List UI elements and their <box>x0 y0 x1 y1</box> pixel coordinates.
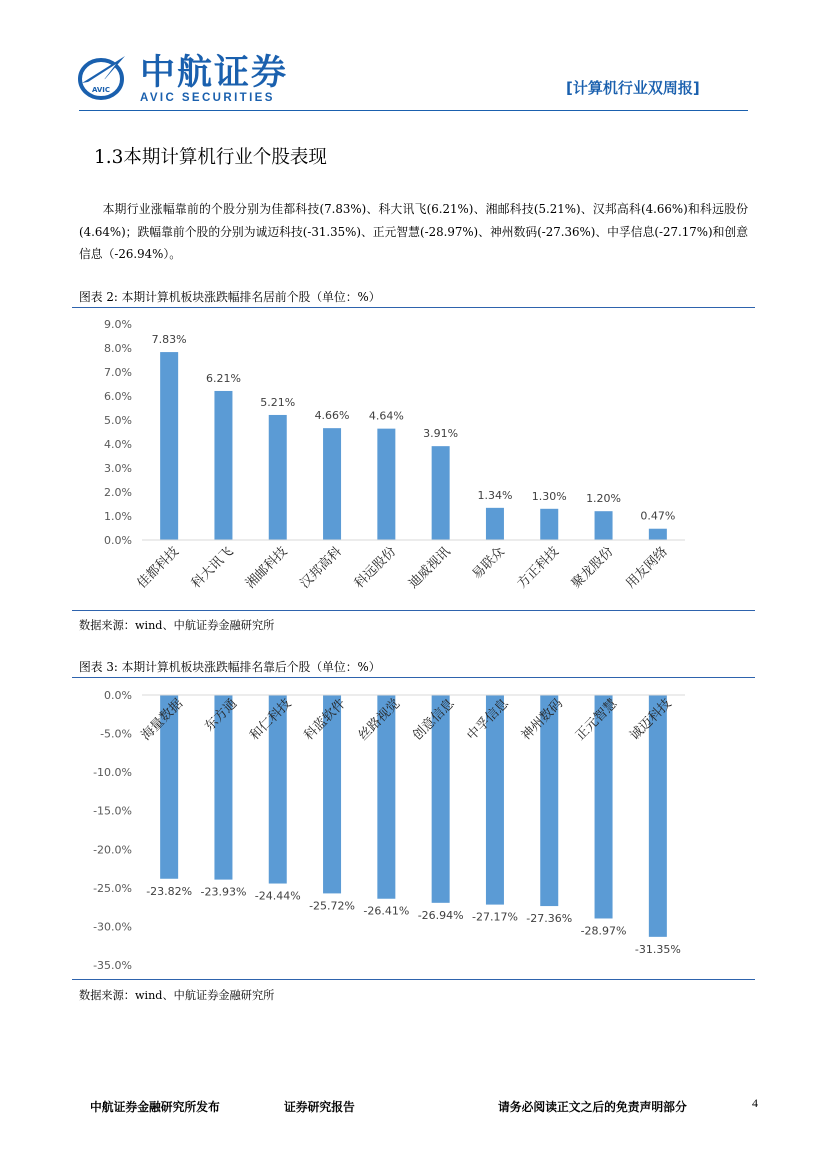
top-chart-y-tick-label: 3.0% <box>104 462 132 475</box>
bottom-chart-data-label: -23.93% <box>200 885 247 899</box>
bottom-chart-category-label: 海量数据 <box>138 696 186 744</box>
top-chart-bar-9 <box>595 511 613 540</box>
brand-name-cn: 中航证券 <box>140 53 289 93</box>
chart-top-caption: 图表 2: 本期计算机板块涨跌幅排名居前个股（单位：%） <box>79 290 381 304</box>
chart-top-source: 数据来源：wind、中航证券金融研究所 <box>79 619 275 632</box>
chart-bottom-rule-bottom <box>72 979 755 980</box>
footer-publisher: 中航证券金融研究所发布 <box>90 1100 220 1114</box>
bottom-chart-category-label: 正元智慧 <box>572 696 621 744</box>
top-chart-bar-1 <box>160 352 178 540</box>
top-chart-category-label: 湘邮科技 <box>243 544 291 592</box>
top-chart-data-label: 0.47% <box>640 509 676 523</box>
chart-bottom-source: 数据来源：wind、中航证券金融研究所 <box>79 989 275 1002</box>
top-chart-data-label: 5.21% <box>260 395 296 409</box>
bottom-chart-data-label: -28.97% <box>580 924 627 938</box>
bottom-chart-data-label: -26.94% <box>417 908 464 922</box>
bottom-chart-category-label: 神州数码 <box>518 696 567 744</box>
bottom-chart-data-label: -31.35% <box>634 942 681 956</box>
top-chart-data-label: 1.20% <box>586 492 622 506</box>
bottom-chart-data-label: -23.82% <box>146 884 193 898</box>
top-chart-bar-8 <box>540 509 558 540</box>
footer-report-type: 证券研究报告 <box>284 1100 355 1114</box>
top-chart-data-label: 1.34% <box>477 488 513 502</box>
section-title: 1.3本期计算机行业个股表现 <box>94 147 327 168</box>
bottom-chart-y-tick-label: -30.0% <box>93 920 132 934</box>
paragraph-text: 本期行业涨幅靠前的个股分别为佳都科技(7.83%)、科大讯飞(6.21%)、湘邮科技(5.21%)、汉邦高科(4.66%)和科远股份(4.64%)；跌幅靠前个股的分别为诚迈科技(-31.35%)、正元智慧(-28.97%)、神州数码(-27.36%)、中孚信息(-27.17%)和创意信息（-26.94%）。 <box>79 202 748 261</box>
bottom-chart-category-label: 创意信息 <box>410 696 458 744</box>
top-gainers-chart <box>72 310 755 608</box>
bottom-chart-y-tick-label: -15.0% <box>93 804 132 818</box>
top-chart-category-label: 易联众 <box>469 544 508 583</box>
avic-logo-icon <box>78 52 128 102</box>
chart-top-rule-bottom <box>72 610 755 611</box>
bottom-chart-category-label: 诚迈科技 <box>627 696 675 744</box>
header-divider <box>79 110 748 111</box>
bottom-chart-y-tick-label: -5.0% <box>100 727 132 741</box>
bottom-chart-data-label: -24.44% <box>254 889 301 903</box>
chart-bottom-rule-top <box>72 677 755 678</box>
bottom-chart-category-label: 科蓝软件 <box>301 696 349 744</box>
top-chart-y-tick-label: 6.0% <box>104 390 132 403</box>
bottom-chart-data-label: -25.72% <box>309 899 356 913</box>
brand-name-en: AVIC SECURITIES <box>140 92 275 104</box>
top-chart-y-tick-label: 1.0% <box>104 510 132 523</box>
chart-top-rule-top <box>72 307 755 308</box>
top-chart-bar-4 <box>323 428 341 540</box>
report-type-tag: [计算机行业双周报] <box>566 79 700 97</box>
top-chart-data-label: 4.66% <box>314 409 350 423</box>
top-chart-category-label: 用友网络 <box>623 544 671 592</box>
top-chart-bar-3 <box>269 415 287 540</box>
top-chart-y-tick-label: 8.0% <box>104 342 132 355</box>
bottom-chart-y-tick-label: 0.0% <box>104 689 132 702</box>
top-chart-bar-10 <box>649 529 667 540</box>
top-chart-y-tick-label: 5.0% <box>104 414 132 427</box>
top-chart-y-tick-label: 9.0% <box>104 318 132 331</box>
top-chart-y-tick-label: 7.0% <box>104 366 132 379</box>
bottom-chart-y-tick-label: -25.0% <box>93 881 132 895</box>
bottom-chart-data-label: -27.36% <box>526 912 573 926</box>
bottom-chart-y-tick-label: -10.0% <box>93 766 132 780</box>
top-losers-chart <box>72 680 755 978</box>
bottom-chart-category-label: 中孚信息 <box>464 696 512 744</box>
chart-bottom-caption: 图表 3: 本期计算机板块涨跌幅排名靠后个股（单位：%） <box>79 660 381 674</box>
top-chart-category-label: 汉邦高科 <box>297 544 345 592</box>
body-paragraph <box>79 198 748 266</box>
bottom-chart-data-label: -26.41% <box>363 904 410 918</box>
bottom-chart-y-tick-label: -35.0% <box>93 959 132 972</box>
top-chart-data-label: 1.30% <box>531 489 567 503</box>
top-chart-bar-7 <box>486 508 504 540</box>
top-chart-category-label: 佳都科技 <box>134 544 182 592</box>
top-chart-category-label: 科远股份 <box>351 544 400 592</box>
top-chart-category-label: 科大讯飞 <box>188 544 237 592</box>
top-chart-bar-5 <box>377 429 395 540</box>
top-chart-category-label: 方正科技 <box>514 544 563 592</box>
logo-mark-text: AVIC <box>91 86 111 94</box>
bottom-chart-y-tick-label: -20.0% <box>93 843 132 857</box>
bottom-chart-category-label: 和仁科技 <box>247 696 295 744</box>
top-chart-category-label: 聚龙股份 <box>568 544 617 592</box>
top-chart-data-label: 3.91% <box>423 427 459 441</box>
bottom-chart-category-label: 丝路视觉 <box>355 696 404 744</box>
top-chart-y-tick-label: 0.0% <box>104 534 132 547</box>
top-chart-y-tick-label: 4.0% <box>104 438 132 451</box>
top-chart-bar-2 <box>214 391 232 540</box>
footer-disclaimer: 请务必阅读正文之后的免责声明部分 <box>498 1100 687 1114</box>
bottom-chart-category-label: 东方通 <box>202 696 241 735</box>
top-chart-bar-6 <box>432 446 450 540</box>
top-chart-category-label: 迪威视讯 <box>406 544 454 592</box>
bottom-chart-bar-10 <box>649 695 667 937</box>
bottom-chart-data-label: -27.17% <box>471 910 518 924</box>
top-chart-data-label: 4.64% <box>368 409 404 423</box>
top-chart-data-label: 7.83% <box>151 333 187 347</box>
page-number: 4 <box>752 1096 758 1110</box>
top-chart-y-tick-label: 2.0% <box>104 486 132 499</box>
top-chart-data-label: 6.21% <box>205 371 241 385</box>
